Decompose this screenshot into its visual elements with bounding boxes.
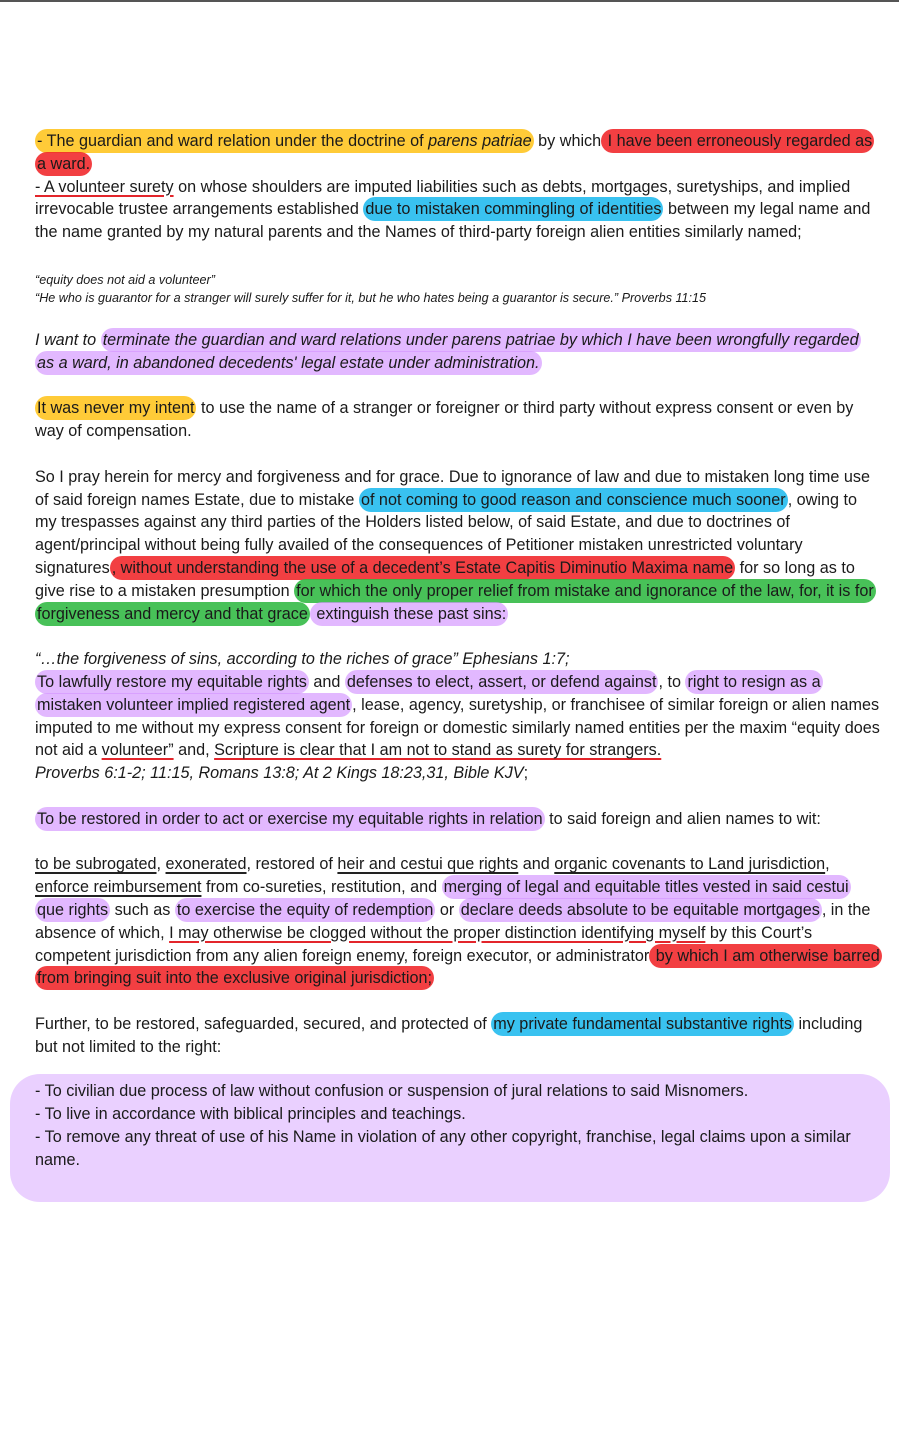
scripture-references: Proverbs 6:1-2; 11:15, Romans 13:8; At 2 Kings 18:23,31, Bible KJV; (35, 764, 529, 783)
list-item: - To live in accordance with biblical principles and teachings. (35, 1105, 466, 1124)
mercy-paragraph: So I pray herein for mercy and forgiveness and for grace. Due to ignorance of law and due to mistaken long time use of said foreign names Estate, due to mistake of not coming to good reason and conscience much sooner , owing to my trespasses against any third parties of the Holders listed below, of said Estate, and due to doctrines of agent/principal without being fully availed of the consequences of Petitioner mistaken unrestricted voluntary signatures , without understanding the use of a decedent’s Estate Capitis Diminutio Maxima name for so long as to give rise to a mistaken presumption for which the only proper relief from mistake and ignorance of the law, for, it is for forgiveness and mercy and that grace extinguish these past sins: (35, 466, 880, 626)
document-page (35, 130, 880, 1202)
rights-list (10, 1074, 890, 1201)
list-item: - To remove any threat of use of his Name in violation of any other copyright, franchise, legal claims upon a similar name. (35, 1128, 851, 1169)
top-border (0, 0, 899, 2)
ephesians-quote: “…the forgiveness of sins, according to the riches of grace” Ephesians 1:7; (35, 650, 570, 669)
restored-paragraph: To be restored in order to act or exercise my equitable rights in relation to said foreign and alien names to wit: (35, 808, 880, 831)
subrogation-paragraph: to be subrogated, exonerated, restored of heir and cestui que rights and organic covenants to Land jurisdiction, enforce reimbursement from co-sureties, restitution, and merging of legal and equitable titles vested in said cestui que rights such as to exercise the equity of redemption or declare deeds absolute to be equitable mortgages , in the absence of which, I may otherwise be clogged without the proper distinction identifying myself by this Court’s competent jurisdiction from any alien foreign enemy, foreign executor, or administrator by which I am otherwise barred from bringing suit into the exclusive original jurisdiction; (35, 853, 880, 990)
restore-paragraph: To lawfully restore my equitable rights and defenses to elect, assert, or defend against , to right to resign as a mistaken volunteer implied registered agent , lease, agency, suretyship, or franchisee of similar foreign or alien names imputed to me without my express consent for foreign or domestic similarly named entities per the maxim “equity does not aid a volunteer” and, Scripture is clear that I am not to stand as surety for strangers. (35, 671, 880, 762)
guardian-ward-item: - The guardian and ward relation under the doctrine of parens patriae by which I have been erroneously regarded as a ward. (35, 130, 880, 176)
volunteer-surety-item: - A volunteer surety on whose shoulders are imputed liabilities such as debts, mortgages, suretyships, and implied irrevocable trustee arrangements established due to mistaken commingling of identities between my legal name and the name granted by my natural parents and the Names of third-party foreign alien entities similarly named; (35, 177, 871, 242)
further-paragraph: Further, to be restored, safeguarded, secured, and protected of my private fundamental substantive rights including but not limited to the right: (35, 1013, 880, 1059)
intent-paragraph: It was never my intent to use the name of a stranger or foreigner or third party without express consent or even by way of compensation. (35, 397, 880, 443)
list-item: - To civilian due process of law without confusion or suspension of jural relations to said Misnomers. (35, 1082, 749, 1101)
terminate-paragraph: I want to terminate the guardian and ward relations under parens patriae by which I have been wrongfully regarded as a ward, in abandoned decedents' legal estate under administration. (35, 329, 880, 375)
quote-equity: “equity does not aid a volunteer” (35, 272, 215, 287)
quote-proverbs: “He who is guarantor for a stranger will surely suffer for it, but he who hates being a guarantor is secure.” Proverbs 11:15 (35, 290, 707, 305)
